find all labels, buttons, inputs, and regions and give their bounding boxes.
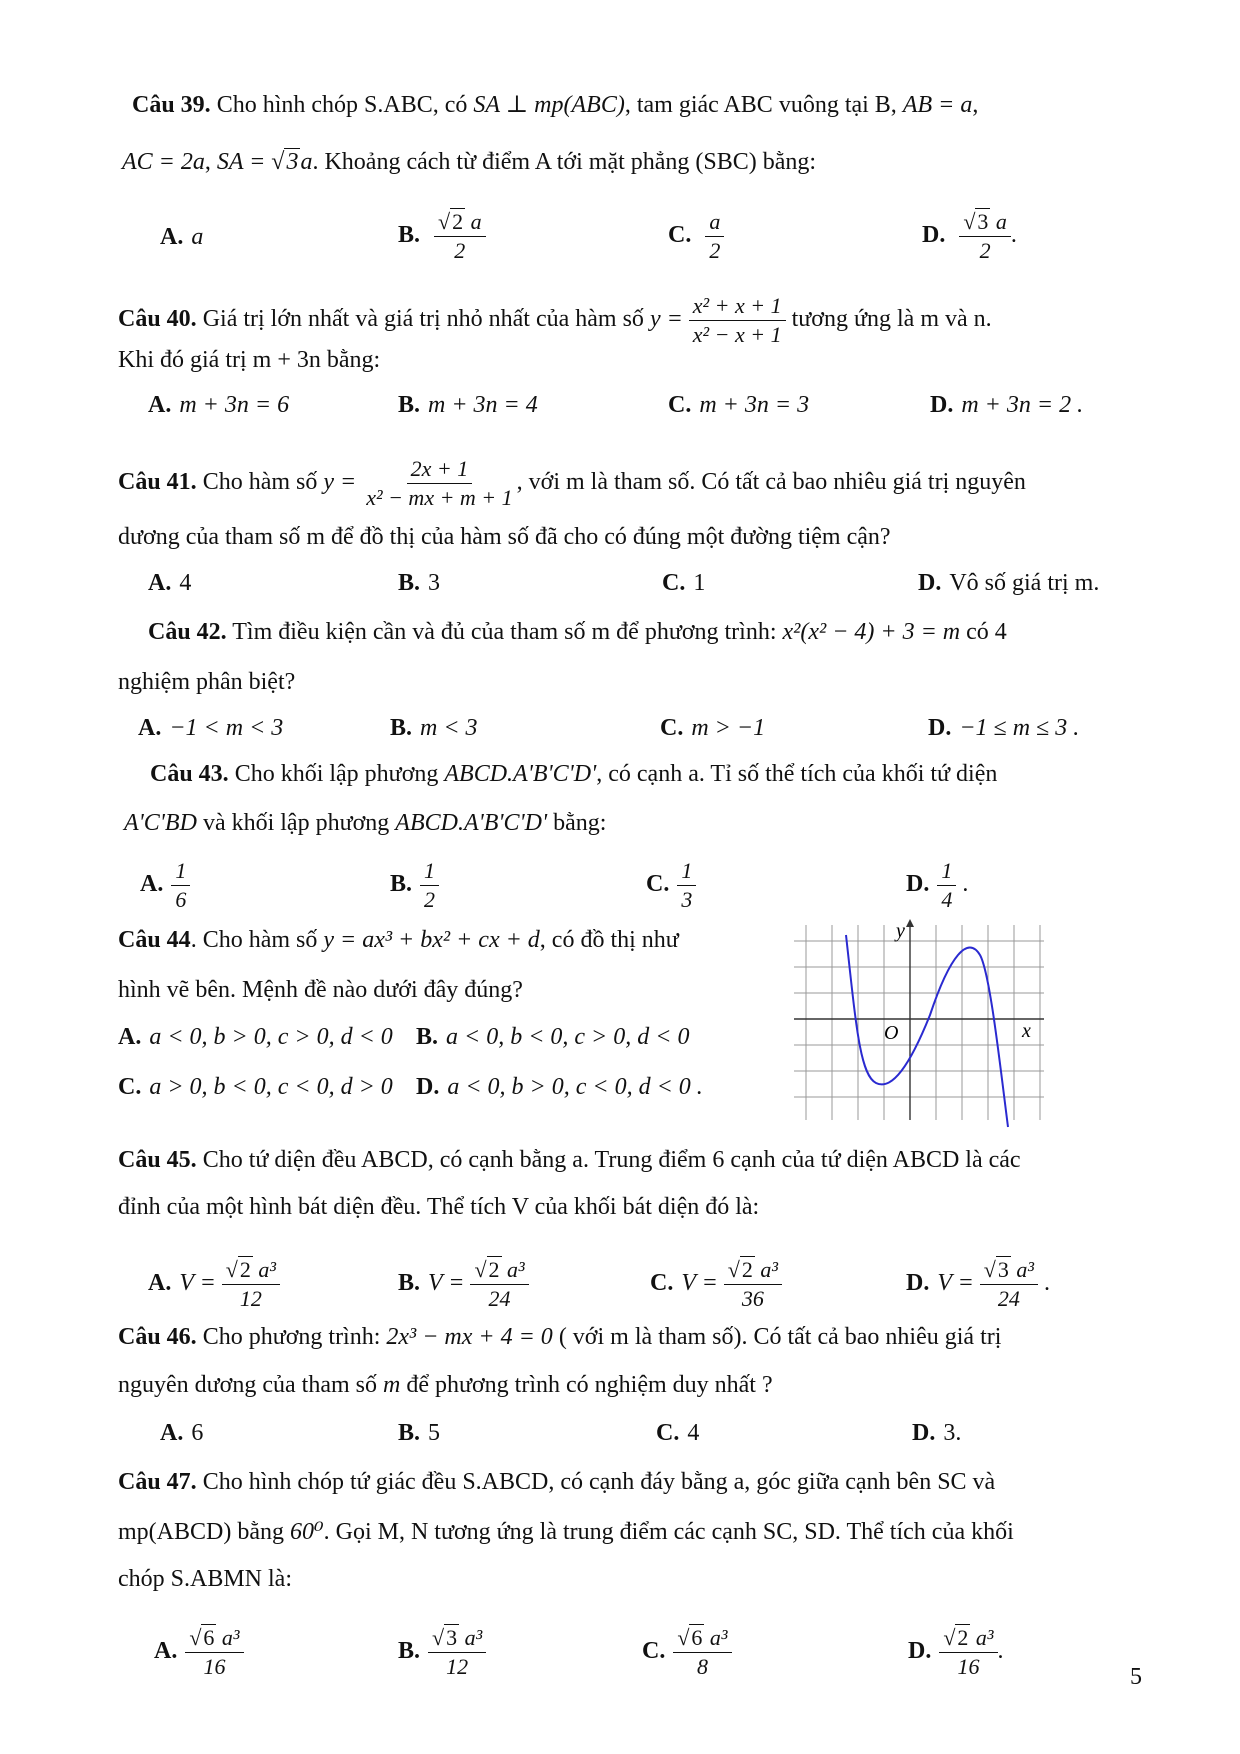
q44-origin-label: O <box>884 1022 899 1044</box>
q41-option-c-value: 1 <box>693 570 706 596</box>
q39-option-c-letter: C. <box>668 222 692 249</box>
q39-option-d-fraction: $\frac{√3 a}{2}$ <box>959 208 1011 265</box>
q47-line-2 <box>118 1517 1014 1547</box>
q47-label: Câu 47. <box>118 1469 197 1495</box>
q44-label: Câu 44 <box>118 927 191 953</box>
q39-text-1: Cho hình chóp S.ABC, có <box>216 92 468 118</box>
q43-cube-2: ABCD.A'B'C'D' <box>395 810 548 836</box>
q44-text-1: . Cho hàm số <box>190 927 318 953</box>
q39-option-a-letter: A. <box>160 224 184 250</box>
q42-option-a-value: −1 < m < 3 <box>169 715 284 741</box>
q41-text-2: , với m là tham số. Có tất cả bao nhiêu giá trị nguyên <box>516 469 1026 496</box>
q46-option-a: A. 6 <box>160 1420 204 1446</box>
q47-option-c: C. $\frac{\text{√6 a³}}{8}$ <box>642 1624 732 1681</box>
q39-option-b-fraction: $\frac{√2 a}{2}$ <box>434 208 486 265</box>
q45-line-2 <box>118 1192 759 1222</box>
q44-option-d-value: a < 0, b > 0, c < 0, d < 0 . <box>447 1074 703 1100</box>
q45-line-1 <box>118 1145 1021 1175</box>
q45-label: Câu 45. <box>118 1147 197 1173</box>
q46-option-c: C. 4 <box>656 1420 700 1446</box>
q43-option-d: D. $\frac{1}{4}$ . <box>906 858 969 912</box>
q42-option-b: B. m < 3 <box>390 715 478 741</box>
q44-func: y = ax³ + bx² + cx + d <box>323 927 540 953</box>
q46-option-c-value: 4 <box>687 1420 700 1446</box>
q41-option-d: D. Vô số giá trị m. <box>918 570 1100 596</box>
q42-option-d-value: −1 ≤ m ≤ 3 . <box>959 715 1080 741</box>
q40-text-1: Giá trị lớn nhất và giá trị nhỏ nhất của hàm số <box>202 306 644 333</box>
q40-text-2: tương ứng là m và n. <box>791 306 992 333</box>
q47-option-c-fraction: $\frac{\text{√6 a³}}{8}$ <box>673 1624 731 1681</box>
q40-line-2 <box>118 345 380 375</box>
q47-option-b-fraction: $\frac{\text{√3 a³}}{12}$ <box>428 1624 486 1681</box>
q44-y-label: y <box>896 920 905 942</box>
q39-cond-2: AB = a <box>902 92 973 118</box>
q42-option-c: C. m > −1 <box>660 715 766 741</box>
q42-text-1: Tìm điều kiện cần và đủ của tham số m để phương trình: <box>232 619 777 645</box>
q43-option-b: B. $\frac{1}{2}$ <box>390 857 439 914</box>
q44-option-c-value: a > 0, b < 0, c < 0, d > 0 <box>149 1074 393 1100</box>
q40-option-c: C. m + 3n = 3 <box>668 392 810 418</box>
q42-line-1 <box>148 617 1007 647</box>
q47-line-1 <box>118 1467 995 1497</box>
q41-text-1: Cho hàm số <box>202 469 318 496</box>
q44-option-b: B. a < 0, b < 0, c > 0, d < 0 <box>416 1024 690 1050</box>
q41-option-d-value: Vô số giá trị m. <box>949 570 1100 596</box>
q45-option-a-fraction: $\frac{\text{√2 a³}}{12}$ <box>222 1256 280 1313</box>
q46-option-d-value: 3. <box>943 1420 962 1446</box>
q39-option-a <box>160 222 203 252</box>
q42-option-d: D. −1 ≤ m ≤ 3 . <box>928 715 1080 741</box>
q45-option-a: A. V = $\frac{\text{√2 a³}}{12}$ <box>148 1256 280 1313</box>
q43-option-c-fraction: $\frac{1}{3}$ <box>677 857 696 914</box>
q43-text-3: và khối lập phương <box>202 810 390 836</box>
q46-text-2: ( với m là tham số). Có tất cả bao nhiêu giá trị <box>558 1324 1002 1350</box>
q45-option-b: B. V = $\frac{\text{√2 a³}}{24}$ <box>398 1256 529 1313</box>
q44-option-a-value: a < 0, b > 0, c > 0, d < 0 <box>149 1024 393 1050</box>
q44-line-2 <box>118 975 523 1005</box>
q41-func-lhs: y = <box>323 469 357 496</box>
q39-line-2: AC = 2a, SA = √3a. Khoảng cách từ điểm A tới mặt phẳng (SBC) bằng: <box>122 149 817 175</box>
q43-text-2: , có cạnh a. Tỉ số thể tích của khối tứ diện <box>596 761 998 787</box>
q46-text-1: Cho phương trình: <box>202 1324 381 1350</box>
q39-label: Câu 39. <box>132 92 211 118</box>
q44-cubic-curve <box>846 935 1008 1127</box>
q40-text-3: Khi đó giá trị m + 3n bằng: <box>118 347 381 373</box>
q44-text-2: , có đồ thị như <box>539 927 679 953</box>
q46-var-m: m <box>382 1372 401 1398</box>
q39-text-3: . Khoảng cách từ điểm A tới mặt phẳng (SBC) bằng: <box>312 149 817 175</box>
page-number: 5 <box>1130 1664 1142 1690</box>
q43-option-b-fraction: $\frac{1}{2}$ <box>420 857 439 914</box>
q47-text-1: Cho hình chóp tứ giác đều S.ABCD, có cạnh đáy bằng a, góc giữa cạnh bên SC và <box>202 1469 996 1495</box>
q46-option-a-value: 6 <box>191 1420 204 1446</box>
q44-line-1 <box>118 925 679 955</box>
q40-option-d: D. m + 3n = 2 . <box>930 392 1084 418</box>
q40-func-lhs: y = <box>649 306 683 333</box>
q39-option-b-letter: B. <box>398 222 421 249</box>
q45-text-2: đỉnh của một hình bát diện đều. Thể tích V của khối bát diện đó là: <box>118 1194 760 1220</box>
q44-text-3: hình vẽ bên. Mệnh đề nào dưới đây đúng? <box>118 977 523 1003</box>
q41-label: Câu 41. <box>118 469 197 496</box>
q47-text-2a: mp(ABCD) bằng <box>118 1519 284 1545</box>
q46-line-2 <box>118 1370 773 1400</box>
q44-x-label: x <box>1022 1020 1031 1042</box>
q41-option-b: B. 3 <box>398 570 441 596</box>
q42-line-2 <box>118 667 295 697</box>
q45-option-d: D. V = $\frac{\text{√3 a³}}{24}$ . <box>906 1257 1050 1311</box>
q44-cubic-graph <box>790 915 1048 1129</box>
q46-text-3b: để phương trình có nghiệm duy nhất ? <box>406 1372 773 1398</box>
q41-option-a: A. 4 <box>148 570 192 596</box>
q43-label: Câu 43. <box>150 761 229 787</box>
q40-option-b-value: m + 3n = 4 <box>428 392 538 418</box>
q42-option-b-value: m < 3 <box>420 715 478 741</box>
q40-option-d-value: m + 3n = 2 . <box>961 392 1084 418</box>
q40-func-fraction: $\frac{\text{x² + x + 1}}{\text{x² − x + 1}}$ <box>689 292 786 349</box>
q46-text-3a: nguyên dương của tham số <box>118 1372 377 1398</box>
q40-option-c-value: m + 3n = 3 <box>699 392 810 418</box>
q42-label: Câu 42. <box>148 619 227 645</box>
q44-graph-grid <box>794 925 1044 1120</box>
q42-option-a: A. −1 < m < 3 <box>138 715 284 741</box>
q39-sqrt: √3 <box>271 149 299 175</box>
q40-option-b: B. m + 3n = 4 <box>398 392 538 418</box>
q41-line-2 <box>118 522 891 552</box>
q43-line-1 <box>150 759 997 789</box>
q46-option-b: B. 5 <box>398 1420 441 1446</box>
q47-text-2b: . Gọi M, N tương ứng là trung điểm các cạnh SC, SD. Thể tích của khối <box>323 1519 1014 1545</box>
q46-option-b-value: 5 <box>428 1420 441 1446</box>
q39-cond-4: SA = <box>216 149 272 175</box>
q45-option-c-fraction: $\frac{\text{√2 a³}}{36}$ <box>724 1256 782 1313</box>
q40-option-a-value: m + 3n = 6 <box>179 392 290 418</box>
q46-line-1 <box>118 1322 1001 1352</box>
q41-option-c: C. 1 <box>662 570 706 596</box>
q47-text-3: chóp S.ABMN là: <box>118 1566 292 1592</box>
q47-option-a-fraction: $\frac{\text{√6 a³}}{16}$ <box>185 1624 243 1681</box>
q45-option-d-fraction: $\frac{\text{√3 a³}}{24}$ <box>980 1256 1038 1313</box>
q41-option-a-value: 4 <box>179 570 192 596</box>
q42-text-3: nghiệm phân biệt? <box>118 669 296 695</box>
q47-line-3 <box>118 1564 292 1594</box>
q40-option-a: A. m + 3n = 6 <box>148 392 290 418</box>
q46-label: Câu 46. <box>118 1324 197 1350</box>
q39-option-b <box>398 208 486 265</box>
q47-option-d: D. $\frac{\text{√2 a³}}{16}$ . <box>908 1625 1004 1679</box>
q39-option-a-value: a <box>191 224 204 250</box>
q39-cond-4-tail: a <box>300 149 313 175</box>
q47-option-b: B. $\frac{\text{√3 a³}}{12}$ <box>398 1624 486 1681</box>
q44-option-c: C. a > 0, b < 0, c < 0, d > 0 <box>118 1074 393 1100</box>
q41-func-fraction: $\frac{2x + 1}{\text{x² − mx + m + 1}}$ <box>366 456 513 510</box>
q47-option-a: A. $\frac{\text{√6 a³}}{16}$ <box>154 1624 244 1681</box>
q43-text-4: bằng: <box>553 810 607 836</box>
q43-line-2 <box>124 808 606 838</box>
q43-text-1: Cho khối lập phương <box>234 761 439 787</box>
q45-option-b-fraction: $\frac{\text{√2 a³}}{24}$ <box>470 1256 528 1313</box>
q44-option-b-value: a < 0, b < 0, c > 0, d < 0 <box>446 1024 690 1050</box>
q43-cube: ABCD.A'B'C'D' <box>444 761 597 787</box>
q39-option-d: D. $\frac{√3 a}{2}$ . <box>922 209 1017 263</box>
q42-option-c-value: m > −1 <box>691 715 766 741</box>
q39-option-d-letter: D. <box>922 222 946 249</box>
q42-text-2: có 4 <box>966 619 1007 645</box>
q40-line-1 <box>118 292 992 349</box>
q43-option-a-fraction: $\frac{1}{6}$ <box>171 857 190 914</box>
q39-cond-3: AC = 2a <box>122 149 205 175</box>
q43-option-a: A. $\frac{1}{6}$ <box>140 857 190 914</box>
q41-line-1 <box>118 455 1026 512</box>
q39-line-1: Câu 39. Cho hình chóp S.ABC, có SA ⊥ mp(ABC), tam giác ABC vuông tại B, AB = a, <box>132 92 979 118</box>
q40-label: Câu 40. <box>118 306 197 333</box>
q43-tetra: A'C'BD <box>124 810 197 836</box>
q45-option-c: C. V = $\frac{\text{√2 a³}}{36}$ <box>650 1256 782 1313</box>
q44-y-axis-arrow <box>906 919 914 927</box>
q47-option-d-fraction: $\frac{\text{√2 a³}}{16}$ <box>939 1624 997 1681</box>
q39-text-2: , tam giác ABC vuông tại B, <box>624 92 897 118</box>
q43-option-c: C. $\frac{1}{3}$ <box>646 857 696 914</box>
q42-equation: x²(x² − 4) + 3 = m <box>782 619 961 645</box>
q39-option-c-fraction: $\frac{a}{2}$ <box>705 208 724 265</box>
q41-option-b-value: 3 <box>428 570 441 596</box>
q43-option-d-fraction: $\frac{1}{4}$ <box>937 857 956 914</box>
q45-text-1: Cho tứ diện đều ABCD, có cạnh bằng a. Trung điểm 6 cạnh của tứ diện ABCD là các <box>202 1147 1021 1173</box>
q39-option-c <box>668 208 724 265</box>
q44-option-d: D. a < 0, b > 0, c < 0, d < 0 . <box>416 1074 703 1100</box>
q47-angle: 60⁰ <box>289 1519 324 1545</box>
q44-option-a: A. a < 0, b > 0, c > 0, d < 0 <box>118 1024 393 1050</box>
q41-text-3: dương của tham số m để đồ thị của hàm số đã cho có đúng một đường tiệm cận? <box>118 524 891 550</box>
q46-equation: 2x³ − mx + 4 = 0 <box>386 1324 553 1350</box>
q46-option-d: D. 3. <box>912 1420 962 1446</box>
q39-cond-1: SA ⊥ mp(ABC) <box>473 92 625 118</box>
